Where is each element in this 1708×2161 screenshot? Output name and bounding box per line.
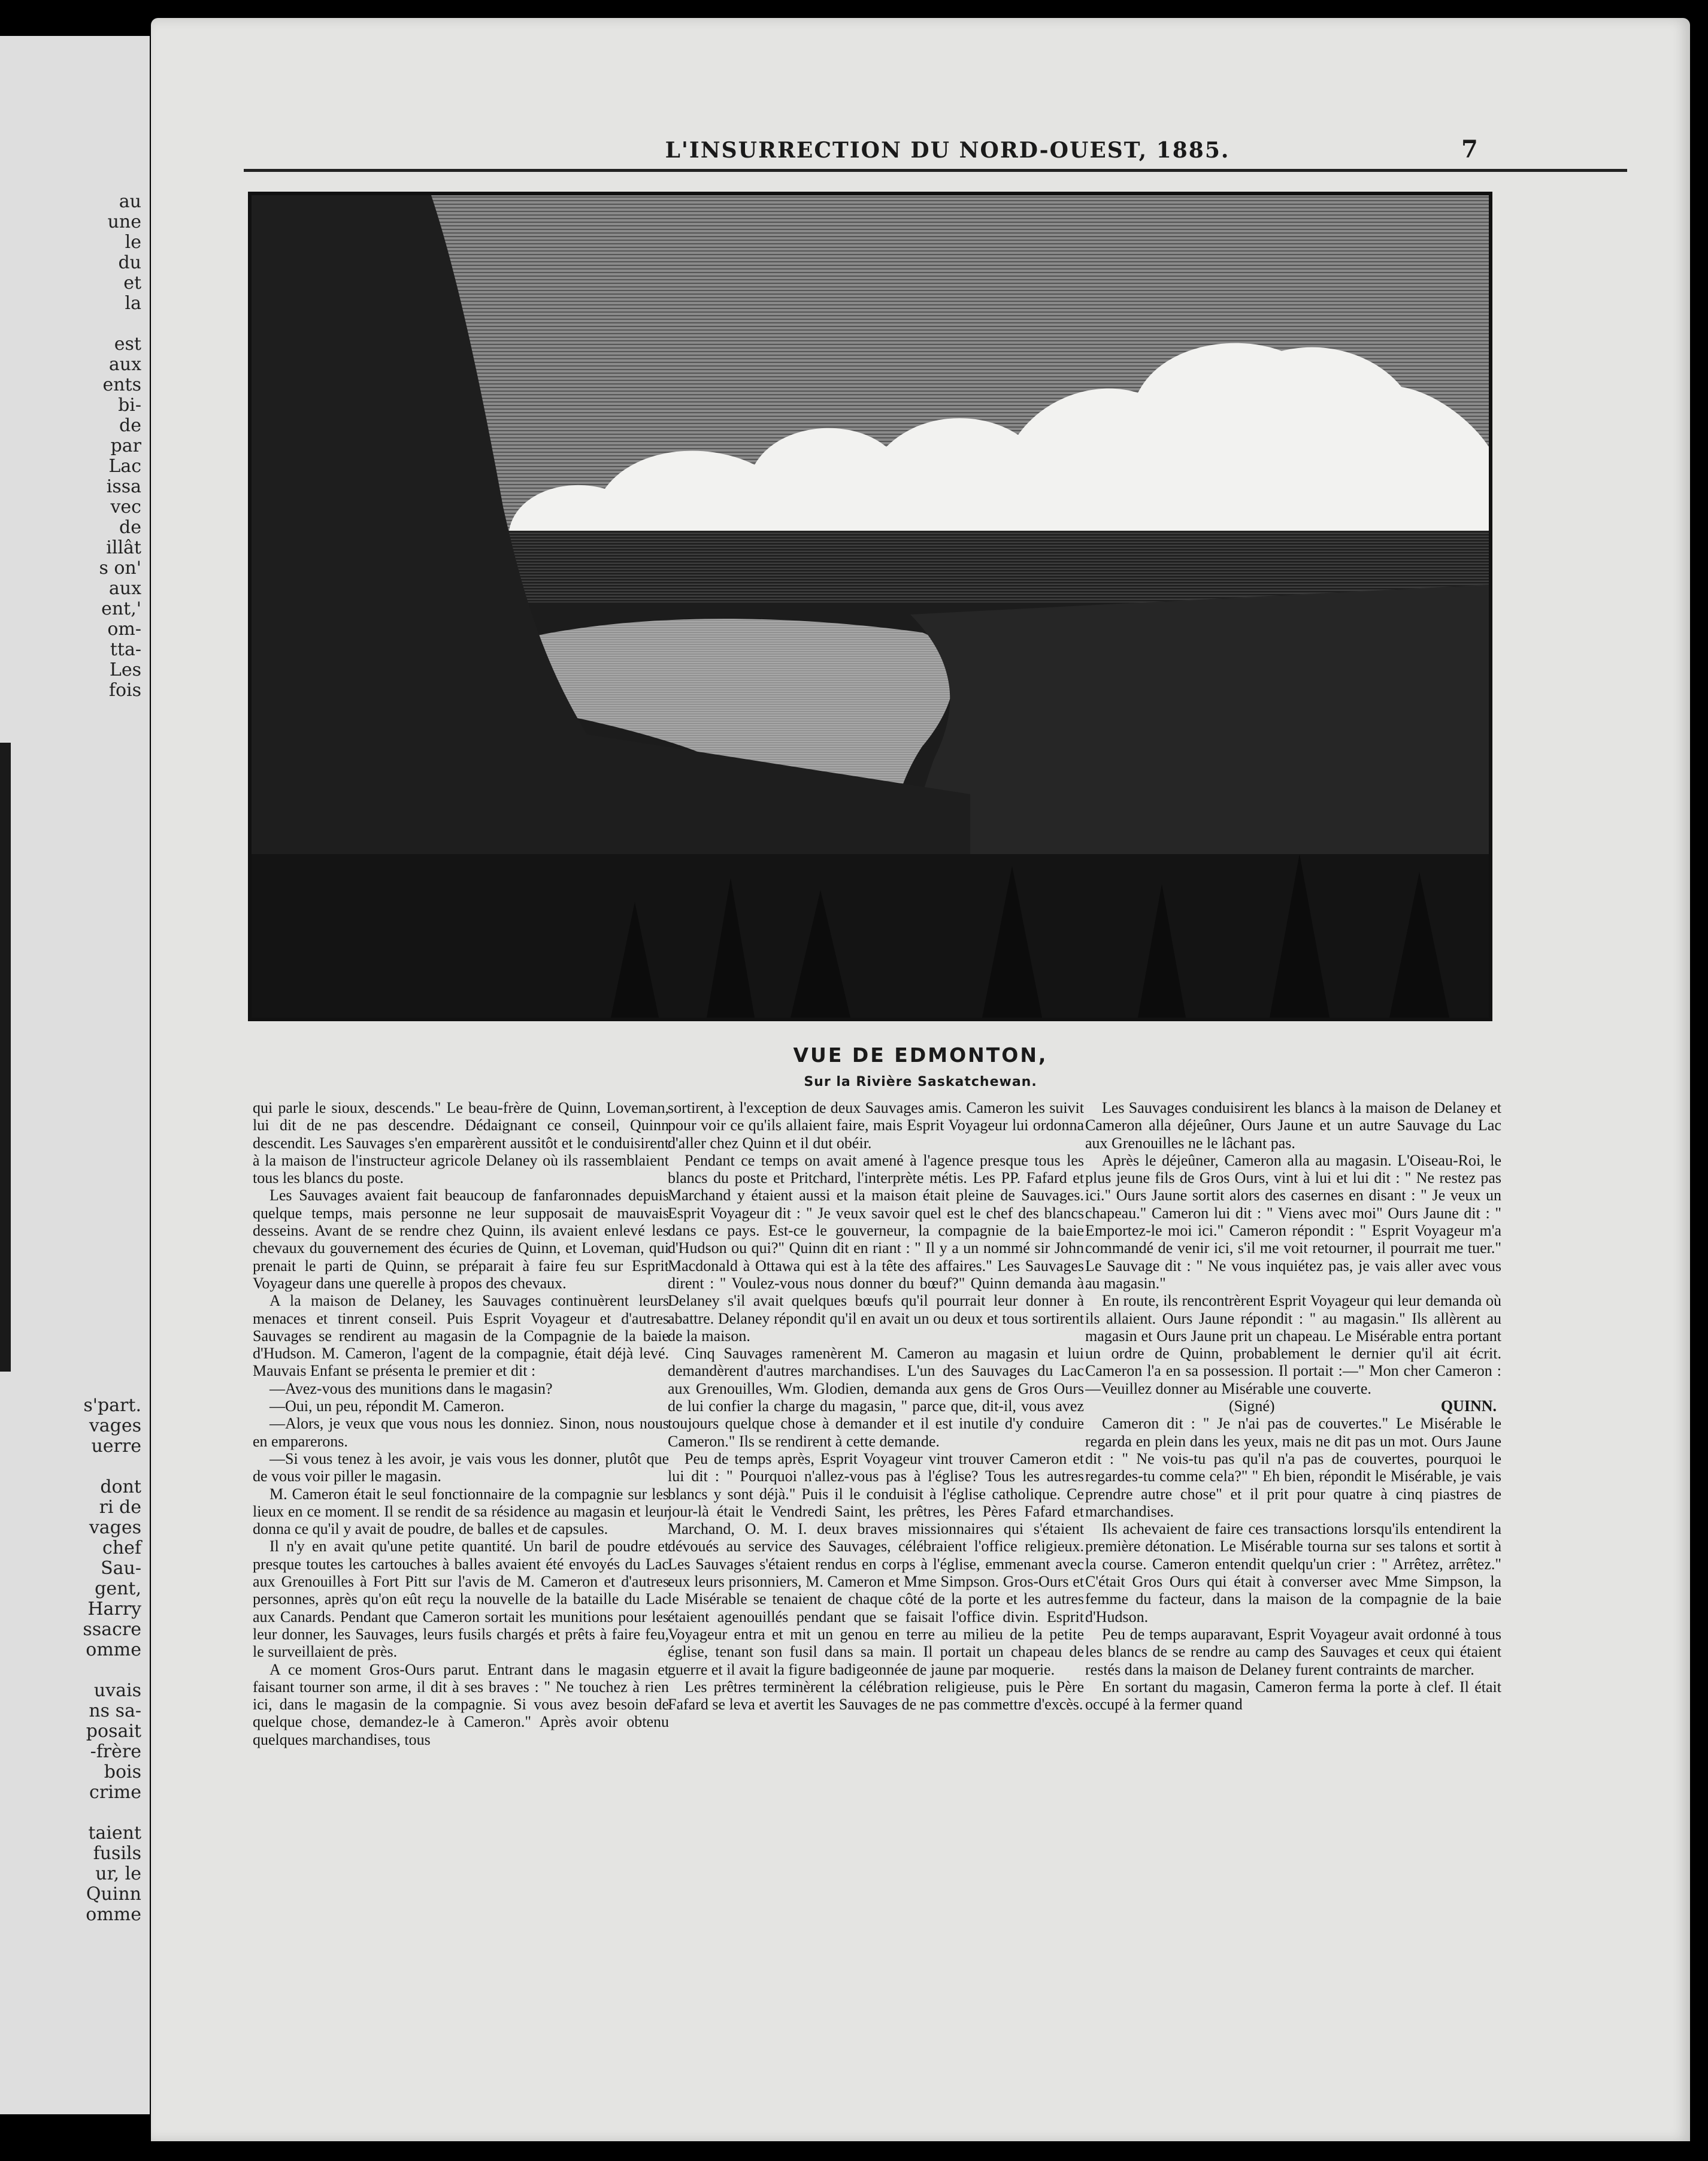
previous-page-fragment: om- (107, 619, 141, 640)
paragraph: Pendant ce temps on avait amené à l'agence presque tous les blancs du poste et Pritchard, l'interprète métis. Les PP. Fafard et Marchand y étaient aussi et la maison était pleine de Sauvages. Esprit Voyageur dit : " Je veux savoir quel est le chef des blancs dans ce pays. Est-ce le gouverneur, la compagnie de la baie d'Hudson ou qui?" Quinn dit en riant : " Il y a un nommé sir John Macdonald à Ottawa qui est à la tête des affaires." Les Sauvages dirent : " Voulez-vous nous donner du bœuf?" Quinn demanda à Delaney s'il avait quelques bœufs qu'il pourrait leur donner à abattre. Delaney répondit qu'il en avait un ou deux et tous sortirent de la maison. (668, 1151, 1084, 1345)
previous-page-fragment: posait (86, 1721, 141, 1742)
previous-page-fragment: au (119, 191, 141, 212)
paragraph: Les Sauvages avaient fait beaucoup de fanfaronnades depuis quelque temps, mais personne ne leur supposait de mauvais desseins. Avant de se rendre chez Quinn, ils avaient enlevé les chevaux du gouvernement des écuries de Quinn, et Loveman, qui prenait le parti de Quinn, se préparait à faire feu sur Esprit Voyageur dans une querelle à propos des chevaux. (253, 1187, 669, 1292)
previous-page-fragment: aux (108, 354, 141, 375)
previous-page-fragment: ent,' (101, 598, 141, 619)
signature-name: QUINN. (1440, 1397, 1497, 1415)
paragraph: —Oui, un peu, répondit M. Cameron. (269, 1397, 505, 1415)
page-number: 7 (1461, 135, 1478, 164)
paragraph: Il n'y en avait qu'une petite quantité. Un baril de poudre et presque toutes les cartouches à balles avaient été envoyés du Lac aux Grenouilles à Fort Pitt sur l'avis de M. Cameron et d'autres personnes, après qu'on eût reçu la nouvelle de la bataille du Lac aux Canards. Pendant que Cameron sortait les munitions pour les leur donner, les Sauvages, leurs fusils chargés et prêts à faire feu, le surveillaient de près. (253, 1537, 669, 1661)
paragraph: Les Sauvages conduisirent les blancs à la maison de Delaney et Cameron alla déjeûner, Ours Jaune et un autre Sauvage du Lac aux Grenouilles ne le lâchant pas. (1085, 1099, 1501, 1152)
paragraph: A la maison de Delaney, les Sauvages continuèrent leurs menaces et tinrent conseil. Puis Esprit Voyageur et d'autres Sauvages se rendirent au magasin de la Compagnie de la baie d'Hudson. M. Cameron, l'agent de la compagnie, était déjà levé. Mauvais Enfant se présenta le premier et dit : (253, 1292, 669, 1380)
previous-page-column-rule (0, 743, 11, 1372)
previous-page-fragment: Sau- (101, 1558, 141, 1579)
previous-page-fragment: du (118, 252, 141, 273)
previous-page-fragment: Quinn (86, 1884, 141, 1905)
paragraph: —Avez-vous des munitions dans le magasin? (269, 1379, 553, 1397)
paragraph: En sortant du magasin, Cameron ferma la porte à clef. Il était occupé à la fermer quand (1085, 1678, 1501, 1714)
figure-caption-title: VUE DE EDMONTON, (793, 1043, 1048, 1067)
previous-page-fragment: crime (89, 1782, 141, 1803)
signature-line (1085, 1397, 1501, 1415)
previous-page-fragment: de (119, 415, 141, 436)
previous-page-fragment: aux (108, 578, 141, 599)
previous-page-fragment: ns sa- (89, 1700, 141, 1721)
previous-page-fragment: ri de (99, 1497, 141, 1518)
previous-page-fragment: gent, (95, 1578, 141, 1599)
paragraph: Cinq Sauvages ramenèrent M. Cameron au magasin et lui demandèrent d'autres marchandises. L'un des Sauvages du Lac aux Grenouilles, Wm. Glodien, demanda aux gens de Gros Ours de lui confier la charge du magasin, " parce que, dit-il, vous avez toujours quelque chose à demander et il est inutile d'y conduire Cameron." Ils se rendirent à cette demande. (668, 1345, 1084, 1450)
previous-page-fragment: issa (106, 476, 141, 497)
text-column-2 (668, 1099, 1084, 2021)
previous-page-fragment: uvais (93, 1680, 141, 1701)
previous-page-fragment: vages (89, 1415, 141, 1436)
figure-caption-subtitle: Sur la Rivière Saskatchewan. (804, 1075, 1037, 1089)
landscape-engraving (252, 195, 1489, 1018)
previous-page-fragment: par (110, 435, 141, 456)
previous-page-fragment: Lac (108, 456, 141, 477)
previous-page-fragment: ssacre (83, 1619, 141, 1640)
previous-page-fragment: vec (110, 497, 141, 517)
paragraph: Peu de temps auparavant, Esprit Voyageur avait ordonné à tous les blancs de se rendre au camp des Sauvages et ceux qui étaient restés dans la maison de Delaney furent contraints de marcher. (1085, 1625, 1501, 1678)
previous-page-fragment: dont (100, 1476, 141, 1497)
paragraph: Cameron dit : " Je n'ai pas de couvertes." Le Misérable le regarda en plein dans les yeux, mais ne dit pas un mot. Ours Jaune dit : " Ne vois-tu pas qu'il n'a pas de couvertes, pourquoi le regardes-tu comme cela?" " Eh bien, répondit le Misérable, je vais prendre autre chose" et il prit pour quatre à cinq piastres de marchandises. (1085, 1415, 1501, 1520)
previous-page-fragment: ents (102, 374, 141, 395)
book-page (151, 18, 1690, 2141)
paragraph: A ce moment Gros-Ours parut. Entrant dans le magasin et faisant tourner son arme, il dit à ses braves : " Ne touchez à rien ici, dans le magasin de la compagnie. Si vous avez besoin de quelque chose, demandez-le à Cameron." Après avoir obtenu quelques marchandises, tous (253, 1660, 669, 1748)
text-column-3 (1085, 1099, 1501, 2021)
page-header (151, 135, 1690, 174)
signature-label: (Signé) (1229, 1397, 1275, 1415)
previous-page-fragment: chef (102, 1537, 141, 1558)
previous-page-fragment: et (123, 273, 141, 293)
previous-page-fragment: illât (106, 537, 141, 558)
paragraph: Les prêtres terminèrent la célébration religieuse, puis le Père Fafard se leva et avertit les Sauvages de ne pas commettre d'excès. (668, 1678, 1084, 1714)
previous-page-fragment: s on' (99, 558, 141, 579)
edmonton-engraving-illustration (248, 192, 1492, 1021)
previous-page-fragment: la (125, 293, 141, 314)
paragraph: —Si vous tenez à les avoir, je vais vous les donner, plutôt que de vous voir piller le magasin. (253, 1449, 669, 1485)
running-title: L'INSURRECTION DU NORD-OUEST, 1885. (665, 138, 1230, 163)
previous-page-strip (0, 36, 150, 2114)
paragraph: —Alors, je veux que vous nous les donniez. Sinon, nous nous en emparerons. (253, 1415, 669, 1450)
previous-page-fragment: vages (89, 1517, 141, 1538)
previous-page-fragment: de (119, 517, 141, 538)
previous-page-fragment: -frère (90, 1741, 141, 1762)
previous-page-fragment: bois (104, 1762, 141, 1782)
paragraph: Peu de temps après, Esprit Voyageur vint trouver Cameron et lui dit : " Pourquoi n'allez-vous pas à l'église? Tous les autres blancs y sont déjà." Puis il le conduisit à l'église catholique. Ce jour-là était le Vendredi Saint, les prêtres, les Pères Fafard et Marchand, O. M. I. deux braves missionnaires qui s'étaient dévoués au service des Sauvages, célébraient l'office religieux. Les Sauvages s'étaient rendus en corps à l'église, emmenant avec eux leurs prisonniers, M. Cameron et Mme Simpson. Gros-Ours et le Misérable se tenaient de chaque côté de la porte et les autres étaient agenouillés pendant que se faisait l'office divin. Esprit Voyageur entra et mit un genou en terre au milieu de la petite église, tenant son fusil dans sa main. Il portait un chapeau de guerre et il avait la figure badigeonnée de jaune par moquerie. (668, 1449, 1084, 1678)
paragraph: qui parle le sioux, descends." Le beau-frère de Quinn, Loveman, lui dit de ne pas descendre. Dédaignant ce conseil, Quinn descendit. Les Sauvages s'en emparèrent aussitôt et le conduisirent à la maison de l'instructeur agricole Delaney où ils rassemblaient tous les blancs du poste. (253, 1099, 669, 1187)
previous-page-fragment: fusils (93, 1843, 141, 1864)
previous-page-fragment: omme (86, 1639, 141, 1660)
previous-page-fragment: tta- (110, 639, 141, 660)
previous-page-fragment: est (114, 334, 141, 355)
previous-page-fragment: fois (108, 680, 141, 701)
text-column-1 (253, 1099, 669, 2021)
previous-page-fragment: uerre (91, 1436, 141, 1457)
previous-page-fragment: le (125, 232, 141, 253)
paragraph: M. Cameron était le seul fonctionnaire de la compagnie sur les lieux en ce moment. Il se rendit de sa résidence au magasin et leur donna ce qu'il y avait de poudre, de balles et de capsules. (253, 1485, 669, 1538)
previous-page-fragment: une (107, 211, 141, 232)
paragraph: Ils achevaient de faire ces transactions lorsqu'ils entendirent la première détonation. Le Misérable tourna sur ses talons et sortit à la course. Cameron entendit quelqu'un crier : " Arrêtez, arrêtez." C'était Gros Ours qui était à converser avec Mme Simpson, la femme du facteur, dans la maison de la compagnie de la baie d'Hudson. (1085, 1520, 1501, 1626)
previous-page-fragment: taient (88, 1823, 141, 1844)
previous-page-fragment: bi- (118, 395, 141, 416)
previous-page-fragment: s'part. (83, 1395, 141, 1416)
paragraph: sortirent, à l'exception de deux Sauvages amis. Cameron les suivit pour voir ce qu'ils allaient faire, mais Esprit Voyageur lui ordonna d'aller chez Quinn et il dut obéir. (668, 1099, 1084, 1152)
header-rule (244, 169, 1627, 172)
previous-page-fragment: Les (109, 659, 141, 680)
previous-page-fragment: omme (86, 1904, 141, 1925)
paragraph: En route, ils rencontrèrent Esprit Voyageur qui leur demanda où ils allaient. Ours Jaune répondit : " au magasin." Ils allèrent au magasin et Ours Jaune prit un chapeau. Le Misérable entra portant un ordre de Quinn, probablement le dernier qu'il ait écrit. Cameron l'a en sa possession. Il portait :—" Mon cher Cameron :—Veuillez donner au Misérable une couverte. (1085, 1292, 1501, 1397)
paragraph: Après le déjeûner, Cameron alla au magasin. L'Oiseau-Roi, le plus jeune fils de Gros Ours, vint à lui et lui dit : " Ne restez pas ici." Ours Jaune sortit alors des casernes en disant : " Je veux un chapeau." Cameron lui dit : " Viens avec moi" Ours Jaune dit : " Emportez-le moi ici." Cameron répondit : " Esprit Voyageur m'a commandé de venir ici, s'il me voit retourner, il pourrait me tuer." Le Sauvage dit : " Ne vous inquiétez pas, je vais aller avec vous au magasin." (1085, 1151, 1501, 1292)
previous-page-fragment: ur, le (95, 1863, 141, 1884)
previous-page-fragment: Harry (87, 1599, 141, 1620)
